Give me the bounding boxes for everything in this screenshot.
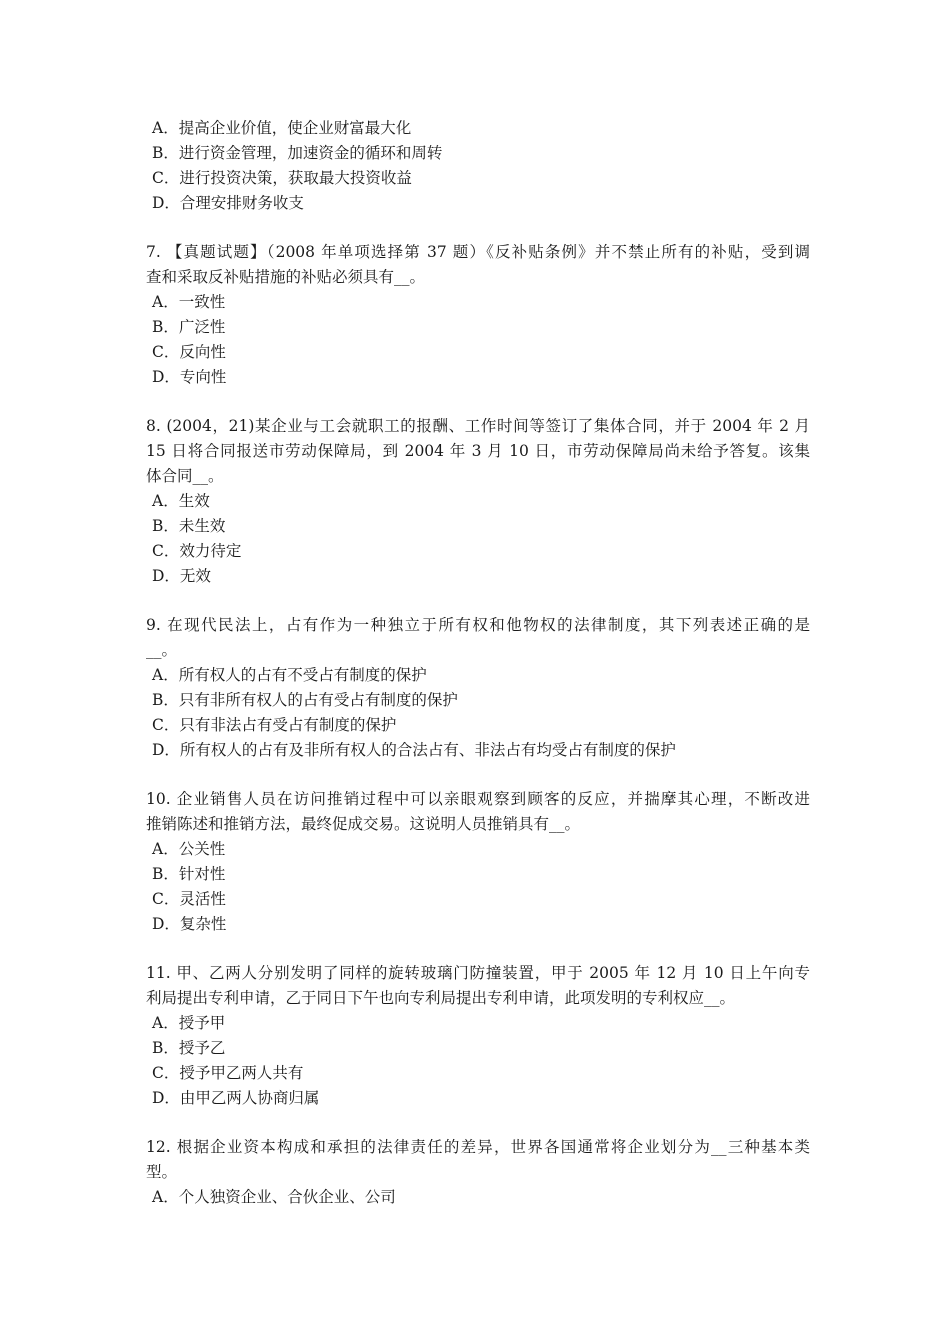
- answer-option: C．只有非法占有受占有制度的保护: [152, 716, 397, 734]
- answer-option: A．所有权人的占有不受占有制度的保护: [152, 666, 427, 684]
- question-7: [146, 240, 810, 390]
- question-12: [146, 1135, 810, 1210]
- answer-option: D．所有权人的占有及非所有权人的合法占有、非法占有均受占有制度的保护: [152, 741, 676, 759]
- question-text: 利局提出专利申请，乙于同日下午也向专利局提出专利申请，此项发明的专利权应__。: [146, 989, 736, 1007]
- answer-option: D．合理安排财务收支: [152, 194, 304, 212]
- answer-option: C．反向性: [152, 343, 226, 361]
- question-text: 10. 企业销售人员在访问推销过程中可以亲眼观察到顾客的反应，并揣摩其心理，不断改进: [146, 790, 810, 808]
- answer-option: B．授予乙: [152, 1039, 226, 1057]
- question-8: [146, 414, 810, 589]
- question-text: 推销陈述和推销方法，最终促成交易。这说明人员推销具有__。: [146, 815, 581, 833]
- answer-option: B．未生效: [152, 517, 226, 535]
- answer-option: C．进行投资决策，获取最大投资收益: [152, 169, 412, 187]
- answer-option: A．一致性: [152, 293, 226, 311]
- answer-option: B．广泛性: [152, 318, 226, 336]
- question-text: __。: [146, 641, 178, 659]
- question-text: 8. (2004，21)某企业与工会就职工的报酬、工作时间等签订了集体合同，并于 2004 年 2 月: [146, 417, 810, 435]
- answer-option: C．灵活性: [152, 890, 226, 908]
- option-list: [146, 116, 810, 216]
- question-11: [146, 961, 810, 1111]
- answer-option: B．针对性: [152, 865, 226, 883]
- answer-option: D．复杂性: [152, 915, 227, 933]
- answer-option: A．公关性: [152, 840, 226, 858]
- question-9: [146, 613, 810, 763]
- answer-option: A．提高企业价值，使企业财富最大化: [152, 119, 412, 137]
- answer-option: B．只有非所有权人的占有受占有制度的保护: [152, 691, 458, 709]
- answer-option: A．生效: [152, 492, 210, 510]
- answer-option: A．个人独资企业、合伙企业、公司: [152, 1188, 396, 1206]
- answer-option: D．专向性: [152, 368, 227, 386]
- question-text: 15 日将合同报送市劳动保障局，到 2004 年 3 月 10 日，市劳动保障局尚未给予答复。该集: [146, 442, 810, 460]
- question-10: [146, 787, 810, 937]
- answer-option: A．授予甲: [152, 1014, 226, 1032]
- question-text: 查和采取反补贴措施的补贴必须具有__。: [146, 268, 426, 286]
- answer-option: B．进行资金管理，加速资金的循环和周转: [152, 144, 443, 162]
- answer-option: C．授予甲乙两人共有: [152, 1064, 304, 1082]
- answer-option: C．效力待定: [152, 542, 242, 560]
- question-text: 11. 甲、乙两人分别发明了同样的旋转玻璃门防撞装置，甲于 2005 年 12 月 10 日上午向专: [146, 964, 810, 982]
- question-text: 体合同__。: [146, 467, 224, 485]
- answer-option: D．无效: [152, 567, 211, 585]
- question-text: 型。: [146, 1163, 178, 1181]
- question-text: 12. 根据企业资本构成和承担的法律责任的差异，世界各国通常将企业划分为__三种基本类: [146, 1138, 810, 1156]
- answer-option: D．由甲乙两人协商归属: [152, 1089, 320, 1107]
- question-text: 9. 在现代民法上，占有作为一种独立于所有权和他物权的法律制度，其下列表述正确的是: [146, 616, 810, 634]
- question-text: 7. 【真题试题】（2008 年单项选择第 37 题）《反补贴条例》并不禁止所有的补贴，受到调: [146, 243, 810, 261]
